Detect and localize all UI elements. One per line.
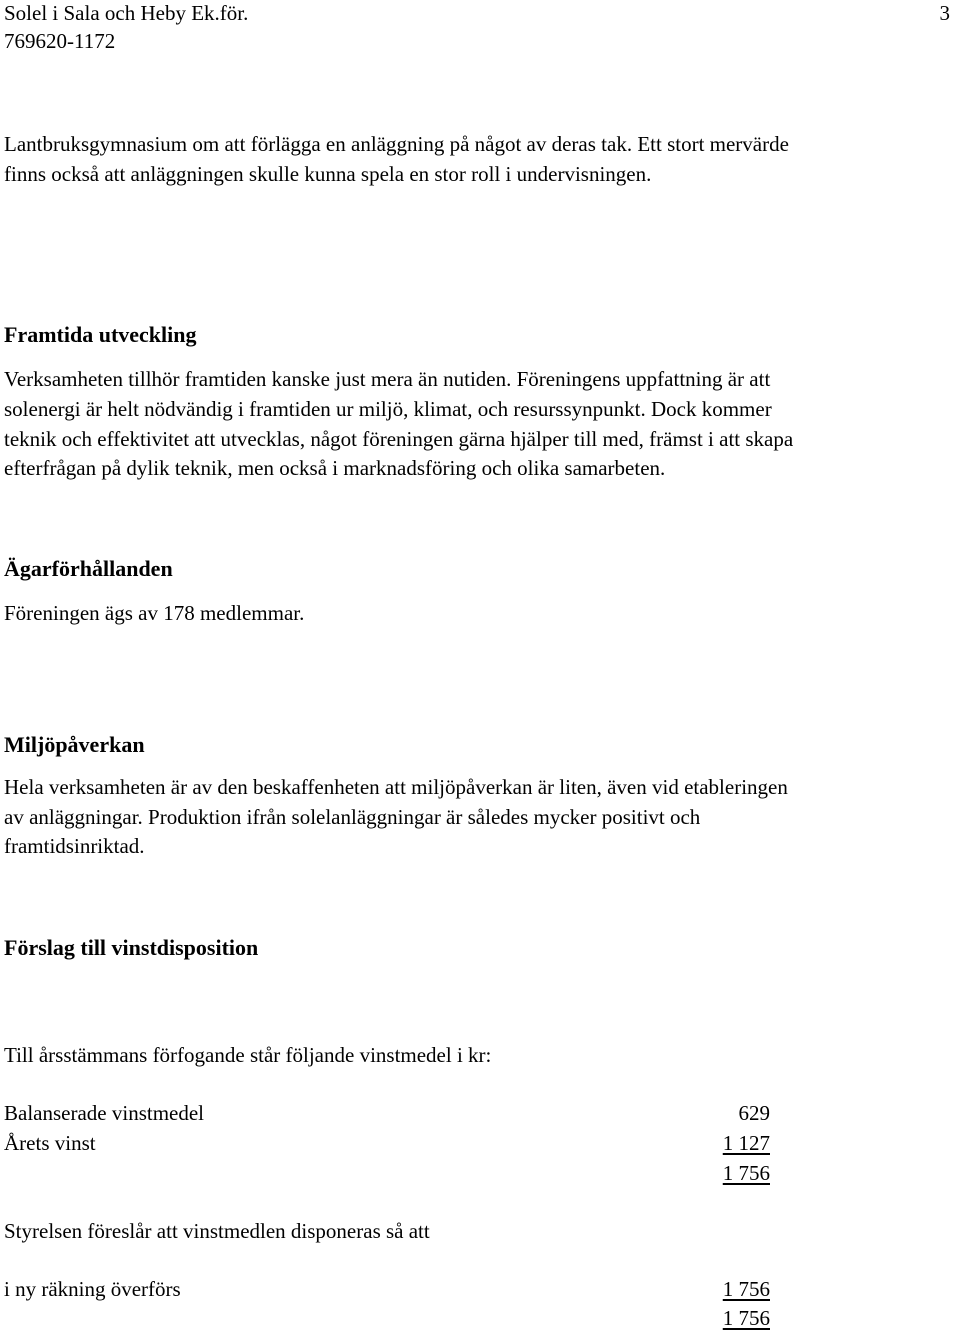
intro-line: Lantbruksgymnasium om att förlägga en anläggning på något av deras tak. Ett stort mervärde [4,132,789,156]
paragraph-line: teknik och effektivitet att utvecklas, något föreningen gärna hjälper till med, främst i att skapa [4,427,794,451]
amount-label: Balanserade vinstmedel [4,1101,205,1125]
paragraph-line: framtidsinriktad. [4,834,145,858]
section-heading: Miljöpåverkan [4,732,145,757]
amount-label: Årets vinst [4,1131,96,1155]
section-heading: Förslag till vinstdisposition [4,935,259,960]
amount-value: 1 127 [722,1131,770,1155]
disposition-total: 1 756 [722,1306,770,1330]
disposition-value: 1 756 [722,1277,770,1301]
paragraph-line: Föreningen ägs av 178 medlemmar. [4,601,305,625]
paragraph-line: Hela verksamheten är av den beskaffenheten att miljöpåverkan är liten, även vid etableringen [4,775,788,799]
paragraph-line: Verksamheten tillhör framtiden kanske just mera än nutiden. Föreningens uppfattning är att [4,367,771,391]
proposal-intro: Till årsstämmans förfogande står följande vinstmedel i kr: [4,1043,492,1067]
org-number-row [4,26,950,56]
intro-line: finns också att anläggningen skulle kunna spela en stor roll i undervisningen. [4,162,652,186]
disposition-label: i ny räkning överförs [4,1277,181,1301]
amount-total: 1 756 [722,1161,770,1185]
section-heading: Ägarförhållanden [4,556,173,581]
section-heading: Framtida utveckling [4,322,197,347]
board-proposal-text: Styrelsen föreslår att vinstmedlen disponeras så att [4,1219,430,1243]
page-number: 3 [939,1,950,25]
paragraph-line: solenergi är helt nödvändig i framtiden ur miljö, klimat, och resurssynpunkt. Dock kommer [4,397,772,421]
paragraph-line: efterfrågan på dylik teknik, men också i marknadsföring och olika samarbeten. [4,456,666,480]
amount-value: 629 [738,1101,770,1125]
paragraph-line: av anläggningar. Produktion ifrån solelanläggningar är således mycker positivt och [4,805,701,829]
page-header [4,0,950,28]
org-number: 769620-1172 [4,29,116,53]
org-name: Solel i Sala och Heby Ek.för. [4,1,249,25]
